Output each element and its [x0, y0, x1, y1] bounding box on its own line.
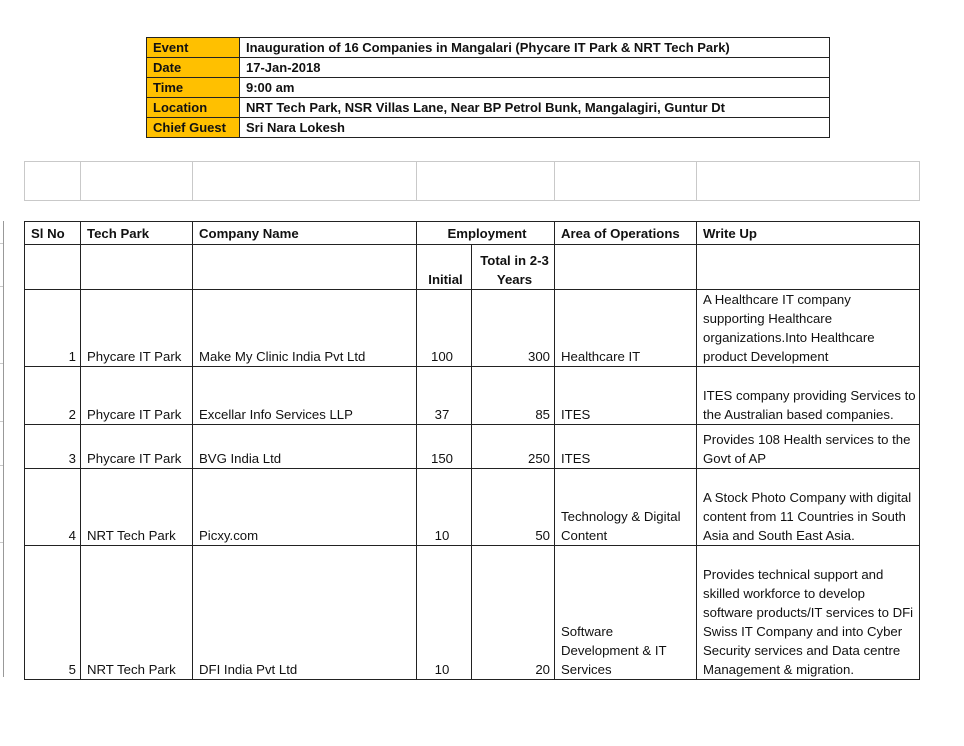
- company-name-cell: DFI India Pvt Ltd: [193, 546, 417, 680]
- area-of-operations-cell: Healthcare IT: [555, 290, 697, 367]
- table-row: [25, 290, 920, 367]
- left-edge-gridline: [0, 421, 3, 422]
- col-area-header: Area of Operations: [555, 222, 697, 245]
- write-up-cell: ITES company providing Services to the Australian based companies.: [697, 367, 920, 425]
- empty-cell: [417, 162, 555, 201]
- initial-employment-cell: 37: [417, 367, 472, 425]
- table-row: [25, 546, 920, 680]
- time-label: Time: [147, 78, 240, 98]
- location-value: NRT Tech Park, NSR Villas Lane, Near BP Petrol Bunk, Mangalagiri, Guntur Dt: [240, 98, 830, 118]
- date-label: Date: [147, 58, 240, 78]
- total-employment-cell: 85: [472, 367, 555, 425]
- tech-park-cell: NRT Tech Park: [81, 546, 193, 680]
- col-company-header: Company Name: [193, 222, 417, 245]
- company-name-cell: Make My Clinic India Pvt Ltd: [193, 290, 417, 367]
- write-up-cell: A Stock Photo Company with digital content from 11 Countries in South Asia and South East Asia.: [697, 469, 920, 546]
- empty-cell: [697, 162, 920, 201]
- empty-grid-row: [24, 161, 920, 201]
- time-value: 9:00 am: [240, 78, 830, 98]
- left-edge-line: [3, 221, 4, 677]
- tech-park-cell: NRT Tech Park: [81, 469, 193, 546]
- subheader-row: [25, 245, 920, 290]
- event-value: Inauguration of 16 Companies in Mangalari (Phycare IT Park & NRT Tech Park): [240, 38, 830, 58]
- event-info-table: [146, 37, 830, 138]
- left-edge-gridline: [0, 363, 3, 364]
- chief-guest-label: Chief Guest: [147, 118, 240, 138]
- empty-cell: [25, 245, 81, 290]
- sl-no-cell: 5: [25, 546, 81, 680]
- initial-employment-cell: 10: [417, 546, 472, 680]
- empty-cell: [697, 245, 920, 290]
- initial-employment-cell: 100: [417, 290, 472, 367]
- company-name-cell: BVG India Ltd: [193, 425, 417, 469]
- total-employment-cell: 300: [472, 290, 555, 367]
- event-row: [147, 38, 830, 58]
- tech-park-cell: Phycare IT Park: [81, 290, 193, 367]
- empty-cell: [81, 162, 193, 201]
- table-row: [25, 367, 920, 425]
- initial-employment-cell: 10: [417, 469, 472, 546]
- left-edge-gridline: [0, 286, 3, 287]
- chief-guest-row: [147, 118, 830, 138]
- write-up-cell: Provides technical support and skilled workforce to develop software products/IT services to DFi Swiss IT Company and into Cyber Security services and Data centre Management & migration.: [697, 546, 920, 680]
- company-name-cell: Excellar Info Services LLP: [193, 367, 417, 425]
- empty-cell: [555, 245, 697, 290]
- table-row: [25, 469, 920, 546]
- total-employment-cell: 20: [472, 546, 555, 680]
- area-of-operations-cell: Software Development & IT Services: [555, 546, 697, 680]
- header-row: [25, 222, 920, 245]
- chief-guest-value: Sri Nara Lokesh: [240, 118, 830, 138]
- empty-cell: [555, 162, 697, 201]
- event-label: Event: [147, 38, 240, 58]
- empty-cell: [25, 162, 81, 201]
- left-edge-gridline: [0, 542, 3, 543]
- sl-no-cell: 4: [25, 469, 81, 546]
- companies-table: [24, 221, 920, 680]
- sl-no-cell: 2: [25, 367, 81, 425]
- location-row: [147, 98, 830, 118]
- col-employment-header: Employment: [417, 222, 555, 245]
- tech-park-cell: Phycare IT Park: [81, 425, 193, 469]
- area-of-operations-cell: ITES: [555, 425, 697, 469]
- col-sl-no-header: Sl No: [25, 222, 81, 245]
- col-initial-header: Initial: [417, 245, 472, 290]
- col-write-up-header: Write Up: [697, 222, 920, 245]
- empty-cell: [193, 245, 417, 290]
- area-of-operations-cell: Technology & Digital Content: [555, 469, 697, 546]
- area-of-operations-cell: ITES: [555, 367, 697, 425]
- table-row: [25, 425, 920, 469]
- date-row: [147, 58, 830, 78]
- col-tech-park-header: Tech Park: [81, 222, 193, 245]
- company-name-cell: Picxy.com: [193, 469, 417, 546]
- location-label: Location: [147, 98, 240, 118]
- empty-cell: [193, 162, 417, 201]
- left-edge-gridline: [0, 243, 3, 244]
- col-total-header: Total in 2-3 Years: [472, 245, 555, 290]
- total-employment-cell: 50: [472, 469, 555, 546]
- initial-employment-cell: 150: [417, 425, 472, 469]
- write-up-cell: Provides 108 Health services to the Govt of AP: [697, 425, 920, 469]
- write-up-cell: A Healthcare IT company supporting Healthcare organizations.Into Healthcare product Development: [697, 290, 920, 367]
- date-value: 17-Jan-2018: [240, 58, 830, 78]
- left-edge-gridline: [0, 465, 3, 466]
- time-row: [147, 78, 830, 98]
- total-employment-cell: 250: [472, 425, 555, 469]
- table-body: [25, 290, 920, 680]
- tech-park-cell: Phycare IT Park: [81, 367, 193, 425]
- sl-no-cell: 1: [25, 290, 81, 367]
- empty-cell: [81, 245, 193, 290]
- sl-no-cell: 3: [25, 425, 81, 469]
